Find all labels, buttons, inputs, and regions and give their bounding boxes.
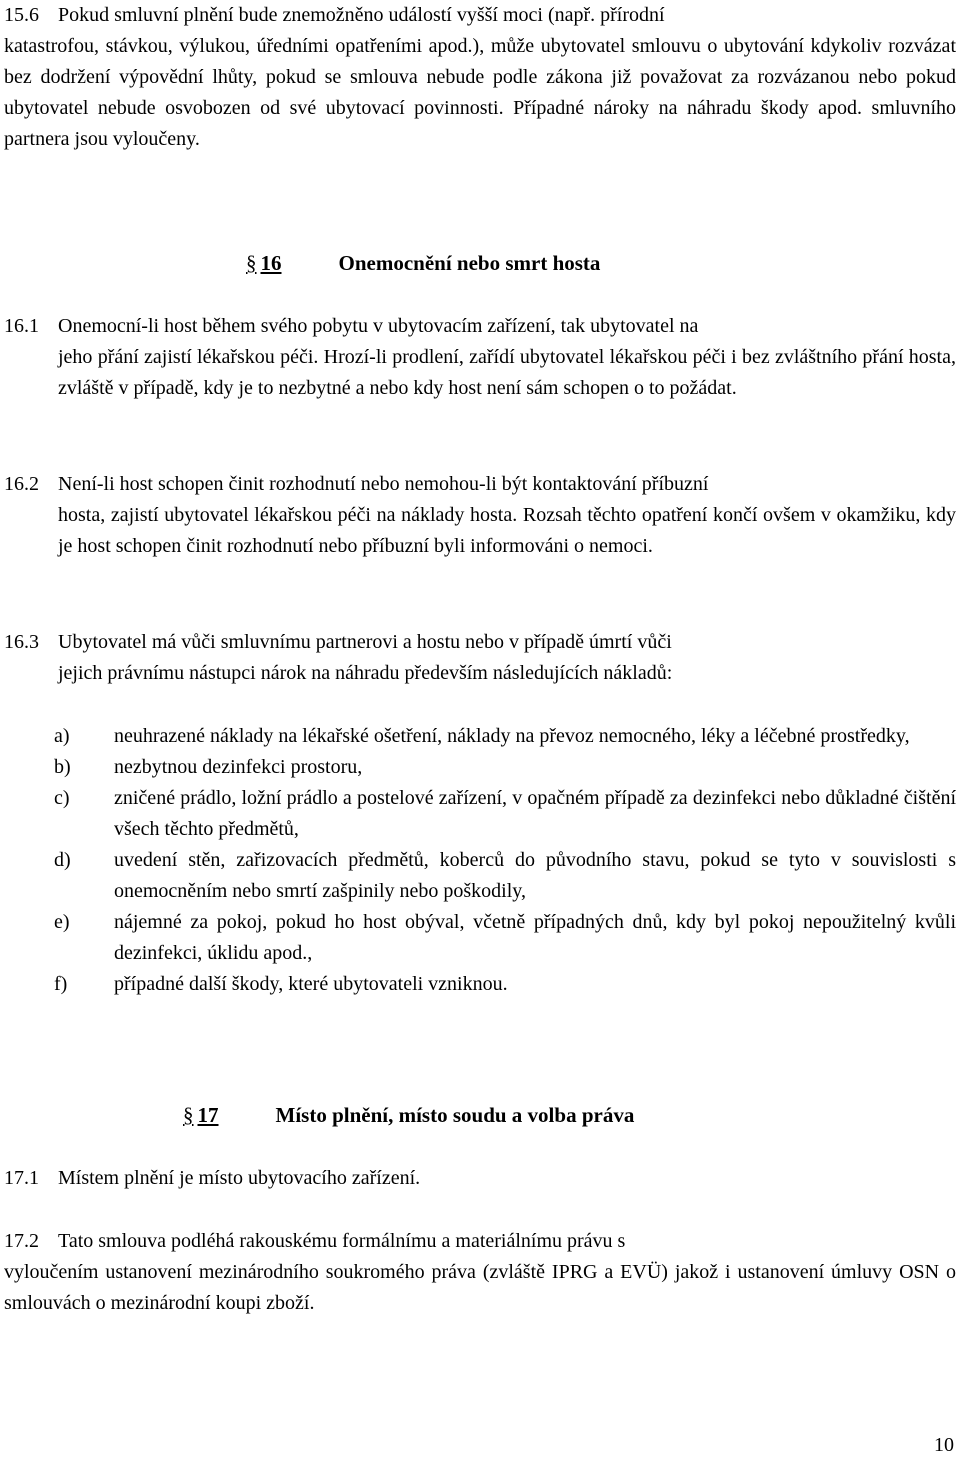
paragraph-first-line: Ubytovatel má vůči smluvnímu partnerovi a hostu nebo v případě úmrtí vůči xyxy=(58,631,672,653)
section-symbol: § xyxy=(183,1103,194,1127)
list-text: nezbytnou dezinfekci prostoru, xyxy=(114,756,363,778)
paragraph-number: 16.1 xyxy=(4,315,39,337)
paragraph-number: 17.2 xyxy=(4,1230,39,1252)
section-heading-16 xyxy=(246,248,600,278)
section-symbol: § xyxy=(246,251,257,275)
paragraph-17-2 xyxy=(4,1226,956,1319)
paragraph-body: jejich právnímu nástupci nárok na náhradu především následujících nákladů: xyxy=(58,662,673,684)
paragraph-body: katastrofou, stávkou, výlukou, úředními opatřeními apod.), může ubytovatel smlouvu o ubytování kdykoliv rozvázat bez dodržení výpovědní lhůty, pokud se smlouva nebude podle zákona již považovat za rozvázanou nebo pokud ubytovatel nebude osvobozen od své ubytovací povinnosti. Případné nároky na náhradu škody apod. smluvního partnera jsou vyloučeny. xyxy=(4,35,956,150)
list-text: neuhrazené náklady na lékařské ošetření, náklady na převoz nemocného, léky a léčebné prostředky, xyxy=(114,725,910,747)
paragraph-number: 16.3 xyxy=(4,631,39,653)
section-heading-17 xyxy=(183,1100,634,1130)
list-letter: b) xyxy=(54,756,71,778)
page-number: 10 xyxy=(934,1434,954,1456)
list-letter: e) xyxy=(54,911,70,933)
paragraph-body: jeho přání zajistí lékařskou péči. Hrozí-li prodlení, zařídí ubytovatel lékařskou péči i bez zvláštního přání hosta, zvláště v případě, kdy je to nezbytné a nebo kdy host není sám schopen o to požádat. xyxy=(58,346,956,399)
section-title: Místo plnění, místo soudu a volba práva xyxy=(275,1103,635,1127)
paragraph-16-2 xyxy=(4,469,956,562)
paragraph-first-line: Pokud smluvní plnění bude znemožněno událostí vyšší moci (např. přírodní xyxy=(58,4,665,26)
paragraph-first-line: Tato smlouva podléhá rakouskému formálnímu a materiálnímu právu s xyxy=(58,1230,626,1252)
paragraph-number: 15.6 xyxy=(4,4,39,26)
list-item xyxy=(54,752,956,783)
paragraph-first-line: Onemocní-li host během svého pobytu v ubytovacím zařízení, tak ubytovatel na xyxy=(58,315,699,337)
paragraph-number: 16.2 xyxy=(4,473,39,495)
list-item xyxy=(54,907,956,969)
list-letter: f) xyxy=(54,973,68,995)
list-item xyxy=(54,721,956,752)
list-letter: a) xyxy=(54,725,70,747)
paragraph-15-6 xyxy=(4,0,956,155)
cost-list xyxy=(54,721,956,1000)
list-item xyxy=(54,969,956,1000)
paragraph-first-line: Místem plnění je místo ubytovacího zařízení. xyxy=(58,1167,421,1189)
list-item xyxy=(54,845,956,907)
paragraph-17-1 xyxy=(4,1163,956,1194)
paragraph-body: hosta, zajistí ubytovatel lékařskou péči na náklady hosta. Rozsah těchto opatření končí ovšem v okamžiku, kdy je host schopen činit rozhodnutí nebo příbuzní byli informováni o nemoci. xyxy=(58,504,956,557)
list-text: případné další škody, které ubytovateli vzniknou. xyxy=(114,973,508,995)
paragraph-16-1 xyxy=(4,311,956,404)
paragraph-first-line: Není-li host schopen činit rozhodnutí nebo nemohou-li být kontaktování příbuzní xyxy=(58,473,709,495)
paragraph-number: 17.1 xyxy=(4,1167,39,1189)
section-number: 17 xyxy=(197,1103,219,1127)
list-letter: c) xyxy=(54,787,70,809)
section-number: 16 xyxy=(260,251,282,275)
paragraph-body: vyloučením ustanovení mezinárodního soukromého práva (zvláště IPRG a EVÜ) jakož i ustanovení úmluvy OSN o smlouvách o mezinárodní koupi zboží. xyxy=(4,1261,956,1314)
list-text: nájemné za pokoj, pokud ho host obýval, včetně případných dnů, kdy byl pokoj nepoužitelný kvůli dezinfekci, úklidu apod., xyxy=(114,911,956,964)
list-text: zničené prádlo, ložní prádlo a postelové zařízení, v opačném případě za dezinfekci nebo důkladné čištění všech těchto předmětů, xyxy=(114,787,956,840)
paragraph-16-3 xyxy=(4,627,956,689)
section-title: Onemocnění nebo smrt hosta xyxy=(338,251,601,275)
list-letter: d) xyxy=(54,849,71,871)
list-item xyxy=(54,783,956,845)
list-text: uvedení stěn, zařizovacích předmětů, koberců do původního stavu, pokud se tyto v souvislosti s onemocněním nebo smrtí zašpinily nebo poškodily, xyxy=(114,849,956,902)
